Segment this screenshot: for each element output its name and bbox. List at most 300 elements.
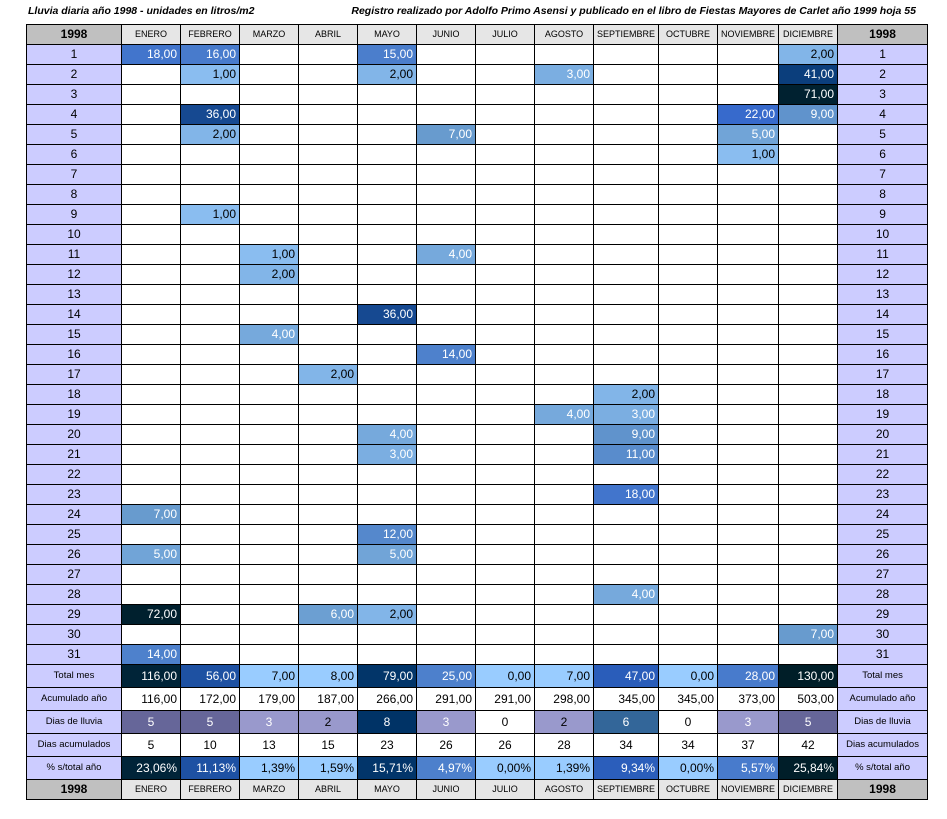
day-label: 26 — [27, 545, 122, 565]
table-row — [27, 345, 928, 365]
rain-cell: 4,00 — [358, 425, 417, 445]
day-label: 23 — [838, 485, 928, 505]
day-label: 20 — [838, 425, 928, 445]
rain-cell — [779, 165, 838, 185]
rain-cell — [240, 465, 299, 485]
day-label: 4 — [838, 105, 928, 125]
rain-cell — [122, 125, 181, 145]
rain-cell — [122, 165, 181, 185]
day-label: 8 — [27, 185, 122, 205]
rain-cell: 15,00 — [358, 45, 417, 65]
day-label: 15 — [27, 325, 122, 345]
summary-cell: 5 — [122, 734, 181, 757]
rain-cell — [122, 85, 181, 105]
rain-cell — [299, 545, 358, 565]
rain-cell — [122, 465, 181, 485]
summary-row — [27, 734, 928, 757]
month-header: JULIO — [476, 25, 535, 45]
summary-label: Dias acumulados — [27, 734, 122, 757]
rain-cell — [535, 625, 594, 645]
rain-cell — [779, 525, 838, 545]
rain-cell — [417, 505, 476, 525]
rain-cell — [718, 165, 779, 185]
summary-cell: 23 — [358, 734, 417, 757]
rain-cell — [122, 625, 181, 645]
rain-cell — [240, 605, 299, 625]
summary-label: % s/total año — [27, 757, 122, 780]
table-row — [27, 45, 928, 65]
month-header: ABRIL — [299, 780, 358, 800]
rain-cell — [659, 185, 718, 205]
rain-cell — [358, 165, 417, 185]
day-label: 27 — [838, 565, 928, 585]
rain-cell — [718, 385, 779, 405]
day-label: 2 — [838, 65, 928, 85]
day-label: 12 — [27, 265, 122, 285]
day-label: 11 — [27, 245, 122, 265]
month-header: MARZO — [240, 780, 299, 800]
rain-cell — [299, 425, 358, 445]
summary-cell: 25,84% — [779, 757, 838, 780]
rain-cell — [299, 305, 358, 325]
day-label: 10 — [27, 225, 122, 245]
summary-cell: 4,97% — [417, 757, 476, 780]
summary-cell: 187,00 — [299, 688, 358, 711]
rain-cell — [417, 645, 476, 665]
rain-cell — [718, 605, 779, 625]
rain-cell — [358, 345, 417, 365]
rain-cell — [299, 125, 358, 145]
table-row — [27, 245, 928, 265]
rain-cell — [659, 525, 718, 545]
day-label: 29 — [27, 605, 122, 625]
table-row — [27, 445, 928, 465]
summary-cell: 11,13% — [181, 757, 240, 780]
rain-cell — [122, 305, 181, 325]
rain-cell: 36,00 — [358, 305, 417, 325]
rain-cell — [535, 245, 594, 265]
month-header: OCTUBRE — [659, 780, 718, 800]
rain-cell — [779, 465, 838, 485]
rain-cell — [240, 585, 299, 605]
rain-cell — [417, 45, 476, 65]
month-header: JULIO — [476, 780, 535, 800]
summary-label: % s/total año — [838, 757, 928, 780]
rain-cell — [240, 225, 299, 245]
table-row — [27, 645, 928, 665]
day-label: 10 — [838, 225, 928, 245]
summary-label: Total mes — [838, 665, 928, 688]
summary-cell: 23,06% — [122, 757, 181, 780]
rain-cell — [718, 225, 779, 245]
summary-cell: 5 — [122, 711, 181, 734]
day-label: 19 — [27, 405, 122, 425]
day-label: 1 — [27, 45, 122, 65]
rain-cell — [476, 125, 535, 145]
rain-cell — [417, 485, 476, 505]
month-header: JUNIO — [417, 780, 476, 800]
rain-cell — [181, 185, 240, 205]
rain-cell — [299, 205, 358, 225]
table-row — [27, 105, 928, 125]
rain-cell — [181, 385, 240, 405]
rain-cell — [718, 465, 779, 485]
day-label: 19 — [838, 405, 928, 425]
summary-cell: 1,39% — [535, 757, 594, 780]
rain-cell — [417, 285, 476, 305]
month-header: FEBRERO — [181, 780, 240, 800]
summary-label: Acumulado año — [27, 688, 122, 711]
rain-cell — [476, 105, 535, 125]
rain-cell: 5,00 — [718, 125, 779, 145]
table-row — [27, 285, 928, 305]
rain-cell — [594, 85, 659, 105]
rain-cell: 4,00 — [535, 405, 594, 425]
table-row — [27, 565, 928, 585]
day-label: 24 — [27, 505, 122, 525]
month-header: OCTUBRE — [659, 25, 718, 45]
table-row — [27, 185, 928, 205]
table-row — [27, 325, 928, 345]
rain-cell — [299, 485, 358, 505]
rain-cell — [122, 205, 181, 225]
rain-cell: 18,00 — [122, 45, 181, 65]
summary-cell: 15 — [299, 734, 358, 757]
rain-cell: 72,00 — [122, 605, 181, 625]
day-label: 5 — [838, 125, 928, 145]
rain-cell — [659, 265, 718, 285]
rain-cell — [659, 445, 718, 465]
rain-cell — [122, 285, 181, 305]
rain-cell — [594, 305, 659, 325]
rain-cell — [417, 305, 476, 325]
rain-cell — [122, 405, 181, 425]
rain-cell — [476, 585, 535, 605]
table-row — [27, 505, 928, 525]
rain-cell — [718, 485, 779, 505]
rain-cell — [476, 565, 535, 585]
summary-cell: 42 — [779, 734, 838, 757]
rain-cell — [299, 45, 358, 65]
rain-cell — [535, 545, 594, 565]
rain-cell — [535, 85, 594, 105]
rain-cell — [240, 145, 299, 165]
rain-cell — [779, 225, 838, 245]
summary-cell: 13 — [240, 734, 299, 757]
rain-cell — [594, 105, 659, 125]
rain-cell — [535, 45, 594, 65]
rain-cell — [659, 105, 718, 125]
table-row — [27, 545, 928, 565]
day-label: 6 — [838, 145, 928, 165]
rain-cell: 1,00 — [718, 145, 779, 165]
rain-cell — [417, 165, 476, 185]
month-header: ENERO — [122, 25, 181, 45]
rain-cell — [659, 85, 718, 105]
table-row — [27, 265, 928, 285]
rain-cell — [659, 625, 718, 645]
rain-cell — [476, 605, 535, 625]
month-header: AGOSTO — [535, 25, 594, 45]
rain-cell — [718, 565, 779, 585]
rain-cell — [417, 265, 476, 285]
rain-cell — [594, 345, 659, 365]
rain-cell — [417, 445, 476, 465]
rain-cell — [779, 125, 838, 145]
rain-cell — [122, 525, 181, 545]
rain-cell — [417, 145, 476, 165]
summary-cell: 15,71% — [358, 757, 417, 780]
rain-cell — [718, 85, 779, 105]
rain-cell — [417, 465, 476, 485]
summary-cell: 266,00 — [358, 688, 417, 711]
rain-cell — [779, 645, 838, 665]
rain-cell — [122, 65, 181, 85]
rain-cell: 16,00 — [181, 45, 240, 65]
summary-cell: 116,00 — [122, 688, 181, 711]
summary-cell: 25,00 — [417, 665, 476, 688]
summary-label: Dias de lluvia — [838, 711, 928, 734]
table-row — [27, 145, 928, 165]
rain-cell — [181, 145, 240, 165]
rain-cell — [779, 405, 838, 425]
summary-cell: 0,00 — [659, 665, 718, 688]
rain-cell — [718, 425, 779, 445]
rain-cell — [659, 225, 718, 245]
rain-cell — [476, 445, 535, 465]
rain-cell: 2,00 — [358, 605, 417, 625]
rain-cell — [659, 65, 718, 85]
day-label: 18 — [27, 385, 122, 405]
rain-cell — [535, 645, 594, 665]
rain-cell — [122, 105, 181, 125]
summary-row — [27, 665, 928, 688]
rain-cell — [594, 605, 659, 625]
rain-cell — [535, 225, 594, 245]
summary-cell: 116,00 — [122, 665, 181, 688]
rain-cell: 7,00 — [417, 125, 476, 145]
rain-cell: 36,00 — [181, 105, 240, 125]
rain-cell — [240, 545, 299, 565]
rain-cell — [718, 305, 779, 325]
rain-cell — [417, 325, 476, 345]
rain-cell — [476, 365, 535, 385]
rain-cell — [659, 245, 718, 265]
rain-cell — [358, 585, 417, 605]
summary-cell: 291,00 — [417, 688, 476, 711]
table-row — [27, 605, 928, 625]
summary-cell: 8 — [358, 711, 417, 734]
summary-cell: 5,57% — [718, 757, 779, 780]
rain-cell — [181, 165, 240, 185]
table-row — [27, 125, 928, 145]
rain-cell — [240, 625, 299, 645]
rain-cell — [659, 605, 718, 625]
rain-cell — [299, 85, 358, 105]
summary-cell: 2 — [535, 711, 594, 734]
rain-cell — [535, 325, 594, 345]
summary-cell: 0,00 — [476, 665, 535, 688]
rain-cell — [535, 605, 594, 625]
day-label: 17 — [27, 365, 122, 385]
rain-cell — [718, 585, 779, 605]
rain-cell — [122, 325, 181, 345]
day-label: 21 — [838, 445, 928, 465]
rain-cell — [659, 205, 718, 225]
rain-cell — [299, 505, 358, 525]
rain-cell — [779, 265, 838, 285]
rain-cell — [122, 185, 181, 205]
rain-cell — [535, 365, 594, 385]
day-label: 3 — [838, 85, 928, 105]
rain-cell — [779, 425, 838, 445]
rain-cell — [594, 205, 659, 225]
rain-cell: 1,00 — [181, 205, 240, 225]
day-label: 23 — [27, 485, 122, 505]
rain-cell — [476, 265, 535, 285]
rain-cell — [476, 385, 535, 405]
day-label: 7 — [838, 165, 928, 185]
rain-cell: 1,00 — [240, 245, 299, 265]
rain-cell — [594, 325, 659, 345]
rain-cell — [240, 565, 299, 585]
rain-cell — [476, 165, 535, 185]
summary-cell: 10 — [181, 734, 240, 757]
month-header: JUNIO — [417, 25, 476, 45]
rain-cell — [240, 385, 299, 405]
rain-cell — [240, 65, 299, 85]
rain-cell — [299, 385, 358, 405]
rain-cell — [779, 205, 838, 225]
rain-cell — [718, 625, 779, 645]
rain-cell — [718, 445, 779, 465]
rain-cell — [358, 85, 417, 105]
day-label: 9 — [838, 205, 928, 225]
rain-cell — [718, 205, 779, 225]
rain-cell: 41,00 — [779, 65, 838, 85]
summary-cell: 37 — [718, 734, 779, 757]
table-row — [27, 425, 928, 445]
rain-cell — [659, 485, 718, 505]
rain-cell — [358, 185, 417, 205]
rain-cell — [299, 65, 358, 85]
rain-cell — [240, 345, 299, 365]
rain-cell — [659, 405, 718, 425]
rain-cell — [358, 505, 417, 525]
rain-cell — [659, 285, 718, 305]
rain-cell — [779, 325, 838, 345]
rain-cell — [299, 585, 358, 605]
rain-cell: 22,00 — [718, 105, 779, 125]
rain-cell — [358, 205, 417, 225]
rain-cell — [240, 365, 299, 385]
rain-cell — [240, 285, 299, 305]
rain-cell: 2,00 — [299, 365, 358, 385]
rain-cell — [181, 585, 240, 605]
summary-cell: 34 — [659, 734, 718, 757]
rain-cell — [659, 325, 718, 345]
rain-cell — [358, 565, 417, 585]
table-row — [27, 65, 928, 85]
summary-cell: 0,00% — [476, 757, 535, 780]
table-row — [27, 625, 928, 645]
rain-cell: 2,00 — [358, 65, 417, 85]
rain-cell — [476, 465, 535, 485]
rain-cell: 2,00 — [779, 45, 838, 65]
sheet-title: Lluvia diaria año 1998 - unidades en litros/m2 — [28, 5, 255, 17]
rain-cell — [299, 645, 358, 665]
rain-cell — [476, 185, 535, 205]
rain-cell — [659, 565, 718, 585]
rain-cell — [779, 145, 838, 165]
rain-cell — [417, 105, 476, 125]
month-header: DICIEMBRE — [779, 25, 838, 45]
rain-cell — [417, 565, 476, 585]
rain-cell — [181, 85, 240, 105]
rain-cell — [779, 605, 838, 625]
rain-cell — [240, 425, 299, 445]
rain-cell — [299, 445, 358, 465]
rain-cell — [417, 385, 476, 405]
rain-cell — [476, 345, 535, 365]
rain-cell — [535, 465, 594, 485]
rain-cell — [358, 485, 417, 505]
rain-cell — [659, 545, 718, 565]
rain-cell — [476, 405, 535, 425]
rain-cell — [535, 445, 594, 465]
rain-cell — [535, 305, 594, 325]
month-header: FEBRERO — [181, 25, 240, 45]
rain-cell — [659, 645, 718, 665]
rain-cell — [299, 405, 358, 425]
rain-cell — [594, 625, 659, 645]
rain-cell — [476, 645, 535, 665]
rain-cell — [476, 285, 535, 305]
rain-cell — [240, 125, 299, 145]
month-header: DICIEMBRE — [779, 780, 838, 800]
rain-cell — [299, 185, 358, 205]
summary-cell: 503,00 — [779, 688, 838, 711]
rain-cell — [535, 485, 594, 505]
rain-cell — [358, 125, 417, 145]
summary-cell: 28 — [535, 734, 594, 757]
summary-row — [27, 688, 928, 711]
rain-cell — [122, 585, 181, 605]
table-row — [27, 165, 928, 185]
rain-cell — [594, 185, 659, 205]
year-label: 1998 — [27, 780, 122, 800]
rain-cell — [122, 265, 181, 285]
summary-cell: 0,00% — [659, 757, 718, 780]
rain-cell — [181, 265, 240, 285]
summary-cell: 5 — [779, 711, 838, 734]
rain-cell — [594, 365, 659, 385]
rain-cell — [476, 485, 535, 505]
rain-cell — [181, 345, 240, 365]
day-label: 7 — [27, 165, 122, 185]
rain-cell — [181, 305, 240, 325]
summary-cell: 1,59% — [299, 757, 358, 780]
rain-cell — [240, 45, 299, 65]
summary-label: Dias acumulados — [838, 734, 928, 757]
day-label: 21 — [27, 445, 122, 465]
day-label: 1 — [838, 45, 928, 65]
year-label: 1998 — [838, 780, 928, 800]
month-header: MAYO — [358, 25, 417, 45]
month-header: SEPTIEMBRE — [594, 25, 659, 45]
rain-cell — [417, 65, 476, 85]
rain-cell — [779, 185, 838, 205]
